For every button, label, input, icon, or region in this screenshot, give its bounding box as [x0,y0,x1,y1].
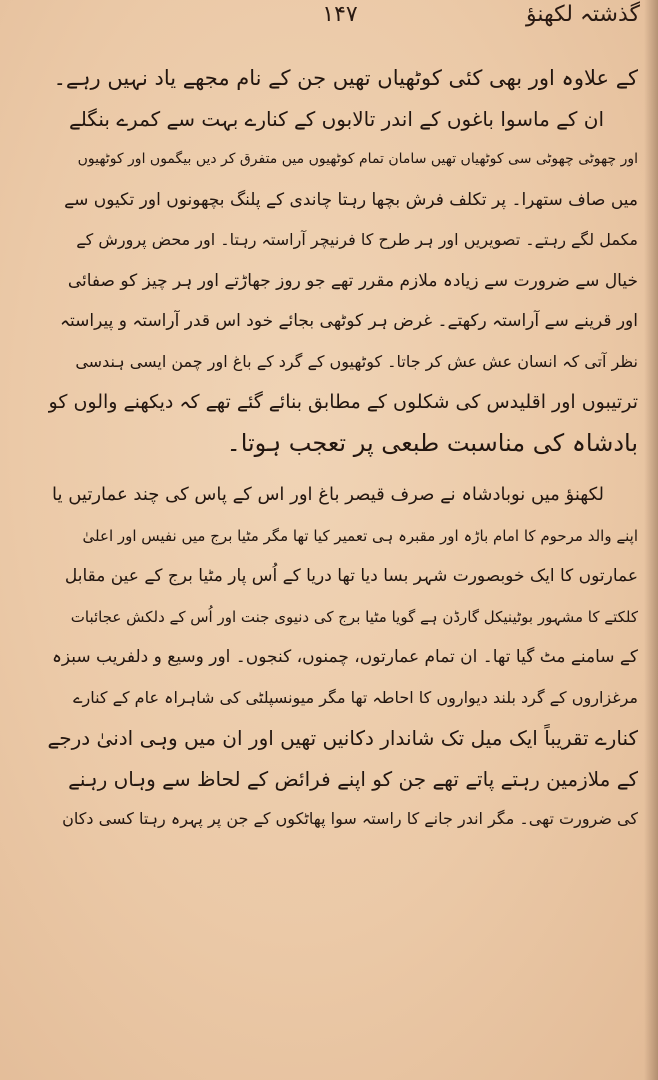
text-line: کنارے تقریباً ایک میل تک شاندار دکانیں تھیں اور ان میں وہی ادنیٰ درجے [48,726,638,750]
text-line: کے علاوہ اور بھی کئی کوٹھیاں تھیں جن کے نام مجھے یاد نہیں رہے۔ [53,66,638,90]
text-line: میں صاف ستھرا۔ پر تکلف فرش بچھا رہتا چاندی کے پلنگ بچھونوں اور تکیوں سے [64,189,638,210]
page-edge-shadow [644,0,658,1080]
text-line: بادشاہ کی مناسبت طبعی پر تعجب ہوتا۔ [226,428,638,457]
text-line: کے سامنے مٹ گیا تھا۔ ان تمام عمارتوں، چمنوں، کنجوں۔ اور وسیع و دلفریب سبزہ [51,647,638,667]
text-line: کے ملازمین رہتے پاتے تھے جن کو اپنے فرائض کے لحاظ سے وہاں رہنے [68,766,638,791]
body-text [48,58,638,840]
text-line: اپنے والد مرحوم کا امام باڑہ اور مقبرہ ہی تعمیر کیا تھا مگر مٹیا برج میں نفیس اور اعلیٰ [82,526,638,545]
text-line: مکمل لگے رہتے۔ تصویریں اور ہر طرح کا فرنیچر آراستہ رہتا۔ اور محض پرورش کے [76,230,638,249]
text-line: نظر آتی کہ انسان عش عش کر جاتا۔ کوٹھیوں کے گرد کے باغ اور چمن ایسی ہندسی [75,351,638,371]
text-line: کلکتے کا مشہور بوٹینیکل گارڈن ہے گویا مٹیا برج کی دنیوی جنت اور اُس کے دلکش عجائبات [70,607,638,626]
text-line: ترتیبوں اور اقلیدس کی شکلوں کے مطابق بنائے گئے تھے کہ دیکھنے والوں کو [48,391,638,413]
page-number: ۱۴۷ [322,2,358,27]
text-line: اور قرینے سے آراستہ رکھتے۔ غرض ہر کوٹھی بجائے خود اس قدر آراستہ و پیراستہ [60,311,638,331]
text-line: کی ضرورت تھی۔ مگر اندر جانے کا راستہ سوا پھاٹکوں کے جن پر پہرہ رہتا کسی دکان [62,809,638,828]
running-title: گذشتہ لکھنؤ [526,2,640,27]
page-header [0,0,658,40]
text-line: عمارتوں کا ایک خوبصورت شہر بسا دیا تھا دریا کے اُس پار مٹیا برج کے عین مقابل [64,566,638,586]
text-line: ان کے ماسوا باغوں کے اندر تالابوں کے کنارے بہت سے کمرے بنگلے [68,106,604,131]
text-line: لکھنؤ میں نوبادشاہ نے صرف قیصر باغ اور اس کے پاس کی چند عمارتیں یا [52,484,604,505]
paragraph-gap [48,463,638,475]
text-line: اور چھوٹی چھوٹی سی کوٹھیاں تھیں سامان تمام کوٹھیوں میں متفرق کر دیں بیگموں اور کوٹھیوں [77,151,638,167]
text-line: خیال سے ضرورت سے زیادہ ملازم مقرر تھے جو روز جھاڑتے اور ہر چیز کو صفائی [67,270,638,291]
text-line: مرغزاروں کے گرد بلند دیواروں کا احاطہ تھا مگر میونسپلٹی کی شاہراہ عام کے کنارے [73,687,638,707]
